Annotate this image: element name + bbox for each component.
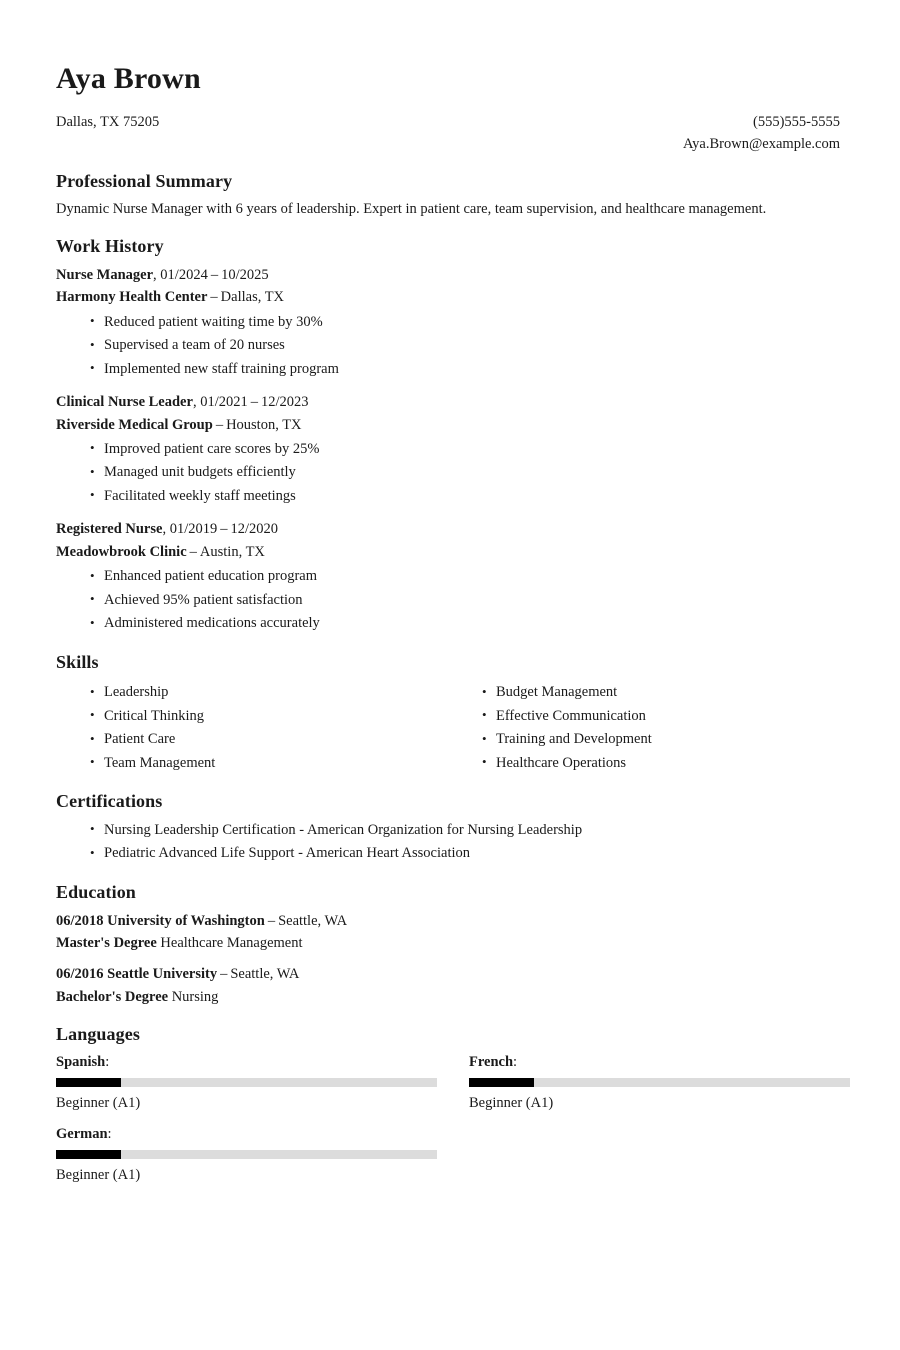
language-proficiency-bar-fill — [469, 1078, 534, 1087]
skill-item: • Effective Communication — [496, 705, 840, 728]
language-proficiency-bar-fill — [56, 1150, 121, 1159]
job-company: Riverside Medical Group — [56, 416, 213, 433]
job-date-end: 12/2023 — [260, 394, 309, 411]
section-education — [56, 882, 840, 1008]
language-proficiency-bar-track — [56, 1078, 437, 1087]
date-separator-dash: – — [250, 394, 258, 411]
job-bullet: • Achieved 95% patient satisfaction — [104, 589, 840, 612]
language-item-german — [56, 1124, 448, 1187]
education-entry — [56, 963, 840, 1008]
work-history-entry — [56, 518, 840, 635]
contact-email[interactable]: Aya.Brown@example.com — [683, 135, 840, 152]
contact-row — [56, 111, 840, 156]
resume-header — [56, 62, 840, 155]
candidate-name: Aya Brown — [56, 62, 201, 95]
education-degree: Bachelor's Degree — [56, 988, 169, 1005]
education-entry — [56, 910, 840, 955]
job-title-comma: , — [192, 394, 201, 411]
date-separator-dash: – — [220, 521, 228, 538]
job-bullet-list — [56, 438, 840, 508]
skills-columns — [56, 679, 840, 775]
section-title-languages: Languages — [56, 1024, 140, 1045]
language-name-line — [469, 1052, 840, 1074]
job-bullet: • Implemented new staff training program — [104, 358, 840, 381]
education-separator-dash: – — [267, 912, 276, 929]
job-location: Houston, TX — [226, 416, 302, 433]
job-location: Dallas, TX — [220, 289, 285, 306]
language-proficiency-bar-fill — [56, 1078, 121, 1087]
job-title-line — [56, 391, 840, 413]
job-bullet-list — [56, 565, 840, 635]
skill-item: • Leadership — [104, 681, 448, 704]
contact-phone[interactable]: (555)555-5555 — [753, 113, 840, 130]
language-name: French — [469, 1053, 514, 1070]
job-bullet: • Reduced patient waiting time by 30% — [104, 311, 840, 334]
job-date-start: 01/2021 — [200, 394, 248, 411]
job-location: Austin, TX — [199, 543, 265, 560]
section-title-skills: Skills — [56, 651, 99, 672]
education-school-line — [56, 910, 840, 932]
job-bullet-list — [56, 311, 840, 381]
section-languages — [56, 1024, 840, 1197]
language-name: German — [56, 1126, 108, 1143]
certification-item: • Nursing Leadership Certification - American Organization for Nursing Leadership — [104, 819, 840, 842]
job-company: Meadowbrook Clinic — [56, 543, 187, 560]
skill-item: • Patient Care — [104, 728, 448, 751]
education-location: Seattle, WA — [278, 912, 348, 929]
work-history-entry — [56, 391, 840, 508]
job-title: Registered Nurse — [56, 521, 163, 538]
job-company-line — [56, 414, 840, 436]
education-school: Seattle University — [107, 966, 218, 983]
language-name-line — [56, 1052, 448, 1074]
language-level: Beginner (A1) — [56, 1094, 141, 1111]
job-company-line — [56, 286, 840, 308]
job-bullet: • Administered medications accurately — [104, 612, 840, 635]
skill-item: • Training and Development — [496, 728, 840, 751]
job-bullet: • Facilitated weekly staff meetings — [104, 485, 840, 508]
certification-item: • Pediatric Advanced Life Support - American Heart Association — [104, 842, 840, 865]
company-separator-dash: – — [189, 543, 197, 560]
education-degree: Master's Degree — [56, 934, 157, 951]
job-date-start: 01/2024 — [160, 266, 208, 283]
certifications-list — [56, 819, 840, 866]
professional-summary-text: Dynamic Nurse Manager with 6 years of leadership. Expert in patient care, team supervision, and healthcare management. — [56, 201, 767, 218]
date-separator-dash: – — [210, 266, 219, 283]
language-item-french — [448, 1052, 840, 1115]
job-bullet: • Improved patient care scores by 25% — [104, 438, 840, 461]
skill-item: • Team Management — [104, 752, 448, 775]
skills-list-left — [56, 681, 448, 775]
section-certifications — [56, 791, 840, 866]
job-title-line — [56, 518, 840, 540]
education-location: Seattle, WA — [230, 966, 300, 983]
language-level: Beginner (A1) — [469, 1094, 554, 1111]
company-separator-dash: – — [215, 416, 224, 433]
job-title: Clinical Nurse Leader — [56, 394, 193, 411]
section-title-certifications: Certifications — [56, 791, 163, 812]
section-work-history — [56, 236, 840, 636]
language-proficiency-bar-track — [469, 1078, 850, 1087]
work-history-entry — [56, 264, 840, 381]
job-title: Nurse Manager — [56, 266, 154, 283]
job-bullet: • Managed unit budgets efficiently — [104, 461, 840, 484]
language-name-line — [56, 1124, 448, 1146]
section-title-education: Education — [56, 881, 136, 902]
education-degree-line — [56, 932, 840, 954]
job-company: Harmony Health Center — [56, 289, 208, 306]
language-item-spanish — [56, 1052, 448, 1115]
job-date-end: 10/2025 — [221, 266, 269, 283]
job-company-line — [56, 541, 840, 563]
education-field: Healthcare Management — [160, 934, 303, 951]
job-date-end: 12/2020 — [230, 521, 279, 538]
skill-item: • Budget Management — [496, 681, 840, 704]
job-title-line — [56, 264, 840, 286]
section-title-professional-summary: Professional Summary — [56, 171, 233, 192]
job-title-comma: , — [162, 521, 170, 538]
language-proficiency-bar-track — [56, 1150, 437, 1159]
education-date: 06/2018 — [56, 912, 104, 929]
language-name: Spanish — [56, 1053, 106, 1070]
job-bullet: • Enhanced patient education program — [104, 565, 840, 588]
education-field: Nursing — [171, 988, 219, 1005]
job-date-start: 01/2019 — [169, 521, 218, 538]
company-separator-dash: – — [210, 289, 218, 306]
education-separator-dash: – — [220, 966, 228, 983]
education-school-line — [56, 963, 840, 985]
language-colon: : — [105, 1053, 110, 1070]
contact-details-block — [683, 111, 840, 156]
skills-list-right — [448, 681, 840, 775]
section-title-work-history: Work History — [56, 236, 164, 257]
contact-location: Dallas, TX 75205 — [56, 113, 160, 130]
skills-column-right — [448, 679, 840, 775]
education-degree-line — [56, 986, 840, 1008]
section-skills — [56, 652, 840, 776]
language-colon: : — [107, 1126, 112, 1143]
skill-item: • Critical Thinking — [104, 705, 448, 728]
job-bullet: • Supervised a team of 20 nurses — [104, 334, 840, 357]
contact-location-block — [56, 111, 159, 133]
section-professional-summary — [56, 171, 840, 220]
language-level: Beginner (A1) — [56, 1167, 141, 1184]
languages-grid — [56, 1052, 840, 1197]
skills-column-left — [56, 679, 448, 775]
education-school: University of Washington — [107, 912, 265, 929]
job-title-comma: , — [153, 266, 161, 283]
skill-item: • Healthcare Operations — [496, 752, 840, 775]
language-colon: : — [513, 1053, 518, 1070]
education-date: 06/2016 — [56, 966, 104, 983]
